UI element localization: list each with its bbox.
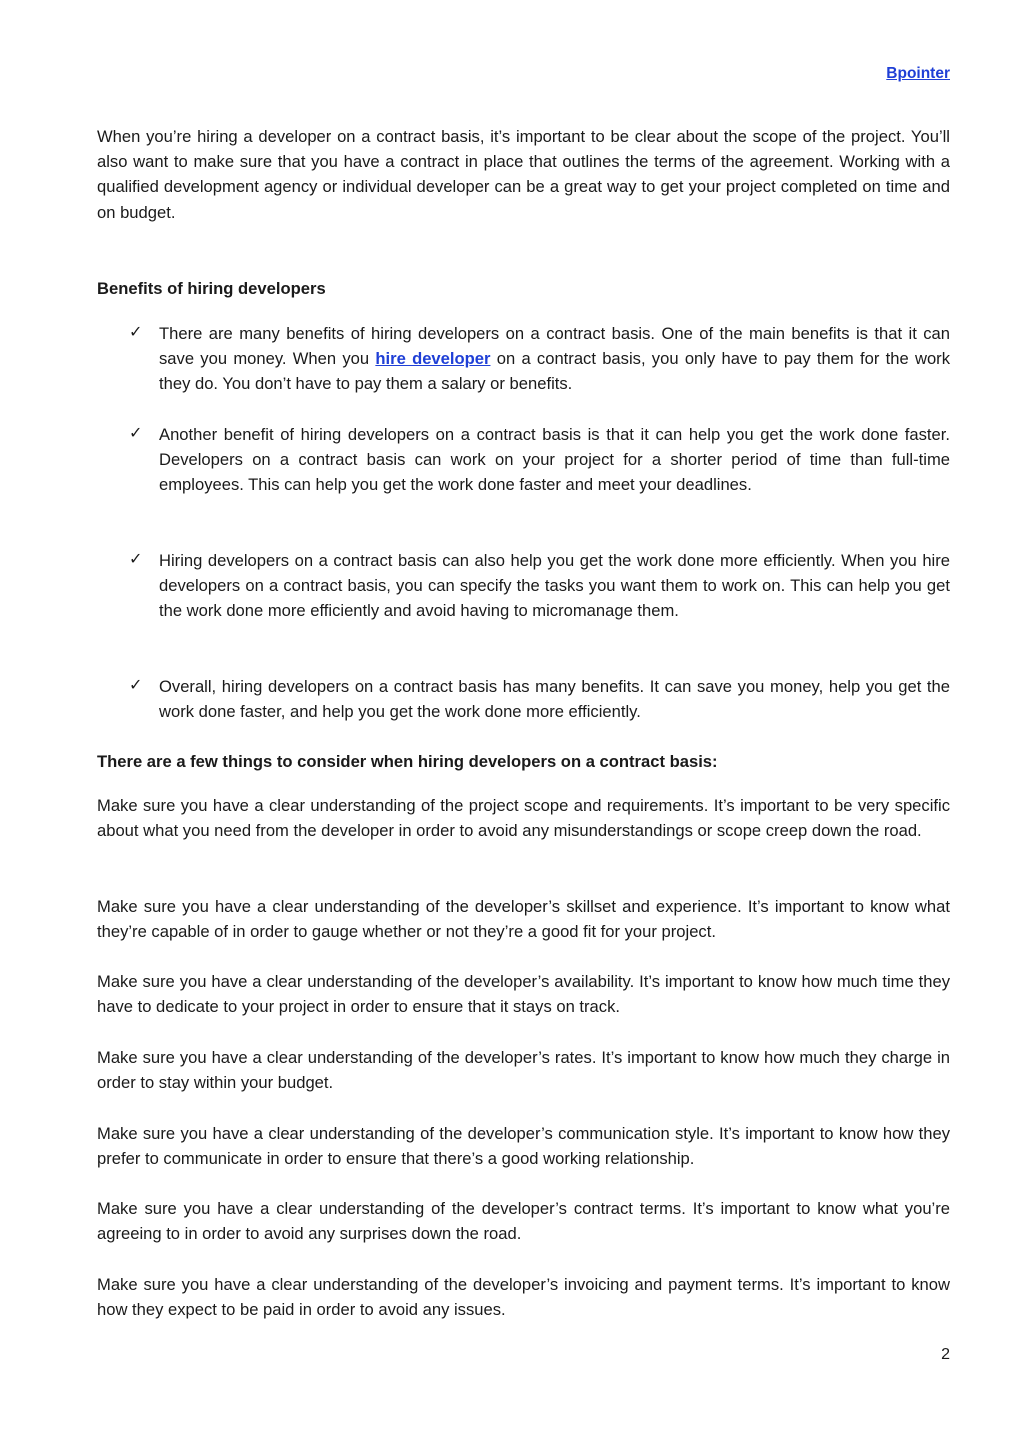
benefit-item-1-text-end: on a contract basis, you only have to pay them for the work they do. You don’t have to pay them a salary or benefits.	[159, 349, 950, 394]
consider-paragraph-invoicing: Make sure you have a clear understanding of the developer’s invoicing and payment terms. It’s important to know how they expect to be paid in order to avoid any issues.	[97, 1275, 950, 1320]
checkmark-icon: ✓	[129, 675, 143, 694]
consider-paragraph-contract-terms: Make sure you have a clear understanding of the developer’s contract terms. It’s important to know what you’re agreeing to in order to avoid any surprises down the road.	[97, 1199, 950, 1244]
header-brand-link[interactable]: Bpointer	[886, 65, 950, 82]
checkmark-icon: ✓	[129, 322, 143, 341]
consider-paragraph-rates: Make sure you have a clear understanding of the developer’s rates. It’s important to know how much they charge in order to stay within your budget.	[97, 1048, 950, 1093]
consider-paragraph-availability: Make sure you have a clear understanding of the developer’s availability. It’s important to know how much time they have to dedicate to your project in order to ensure that it stays on track.	[97, 972, 950, 1017]
hire-developer-link[interactable]: hire developer	[375, 349, 491, 369]
consider-paragraph-scope: Make sure you have a clear understanding of the project scope and requirements. It’s important to be very specific about what you need from the developer in order to avoid any misunderstandings or scope creep down the road.	[97, 796, 950, 841]
consider-paragraph-communication: Make sure you have a clear understanding of the developer’s communication style. It’s important to know how they prefer to communicate in order to ensure that there’s a good working relationship.	[97, 1124, 950, 1169]
benefit-item-1-text-start: There are many benefits of hiring developers on a contract basis. One of the main benefits is that it can save you money. When you	[159, 324, 950, 369]
checkmark-icon: ✓	[129, 549, 143, 568]
page-number: 2	[941, 1346, 950, 1363]
checkmark-icon: ✓	[129, 423, 143, 442]
benefit-item-1	[159, 321, 950, 397]
benefits-heading: Benefits of hiring developers	[97, 279, 326, 298]
benefit-item-2: Another benefit of hiring developers on a contract basis is that it can help you get the work done faster. Developers on a contract basis can work on your project for a shorter period of time than full-time employees. This can help you get the work done faster and meet your deadlines.	[159, 425, 950, 495]
benefit-item-3: Hiring developers on a contract basis can also help you get the work done more efficiently. When you hire developers on a contract basis, you can specify the tasks you want them to work on. This can help you get the work done more efficiently and avoid having to micromanage them.	[159, 551, 950, 621]
intro-paragraph: When you’re hiring a developer on a contract basis, it’s important to be clear about the scope of the project. You’ll also want to make sure that you have a contract in place that outlines the terms of the agreement. Working with a qualified development agency or individual developer can be a great way to get your project completed on time and on budget.	[97, 127, 950, 222]
consider-paragraph-skillset: Make sure you have a clear understanding of the developer’s skillset and experience. It’s important to know what they’re capable of in order to gauge whether or not they’re a good fit for your project.	[97, 897, 950, 942]
benefit-item-4: Overall, hiring developers on a contract basis has many benefits. It can save you money, help you get the work done faster, and help you get the work done more efficiently.	[159, 677, 950, 722]
consider-heading: There are a few things to consider when hiring developers on a contract basis:	[97, 752, 718, 771]
